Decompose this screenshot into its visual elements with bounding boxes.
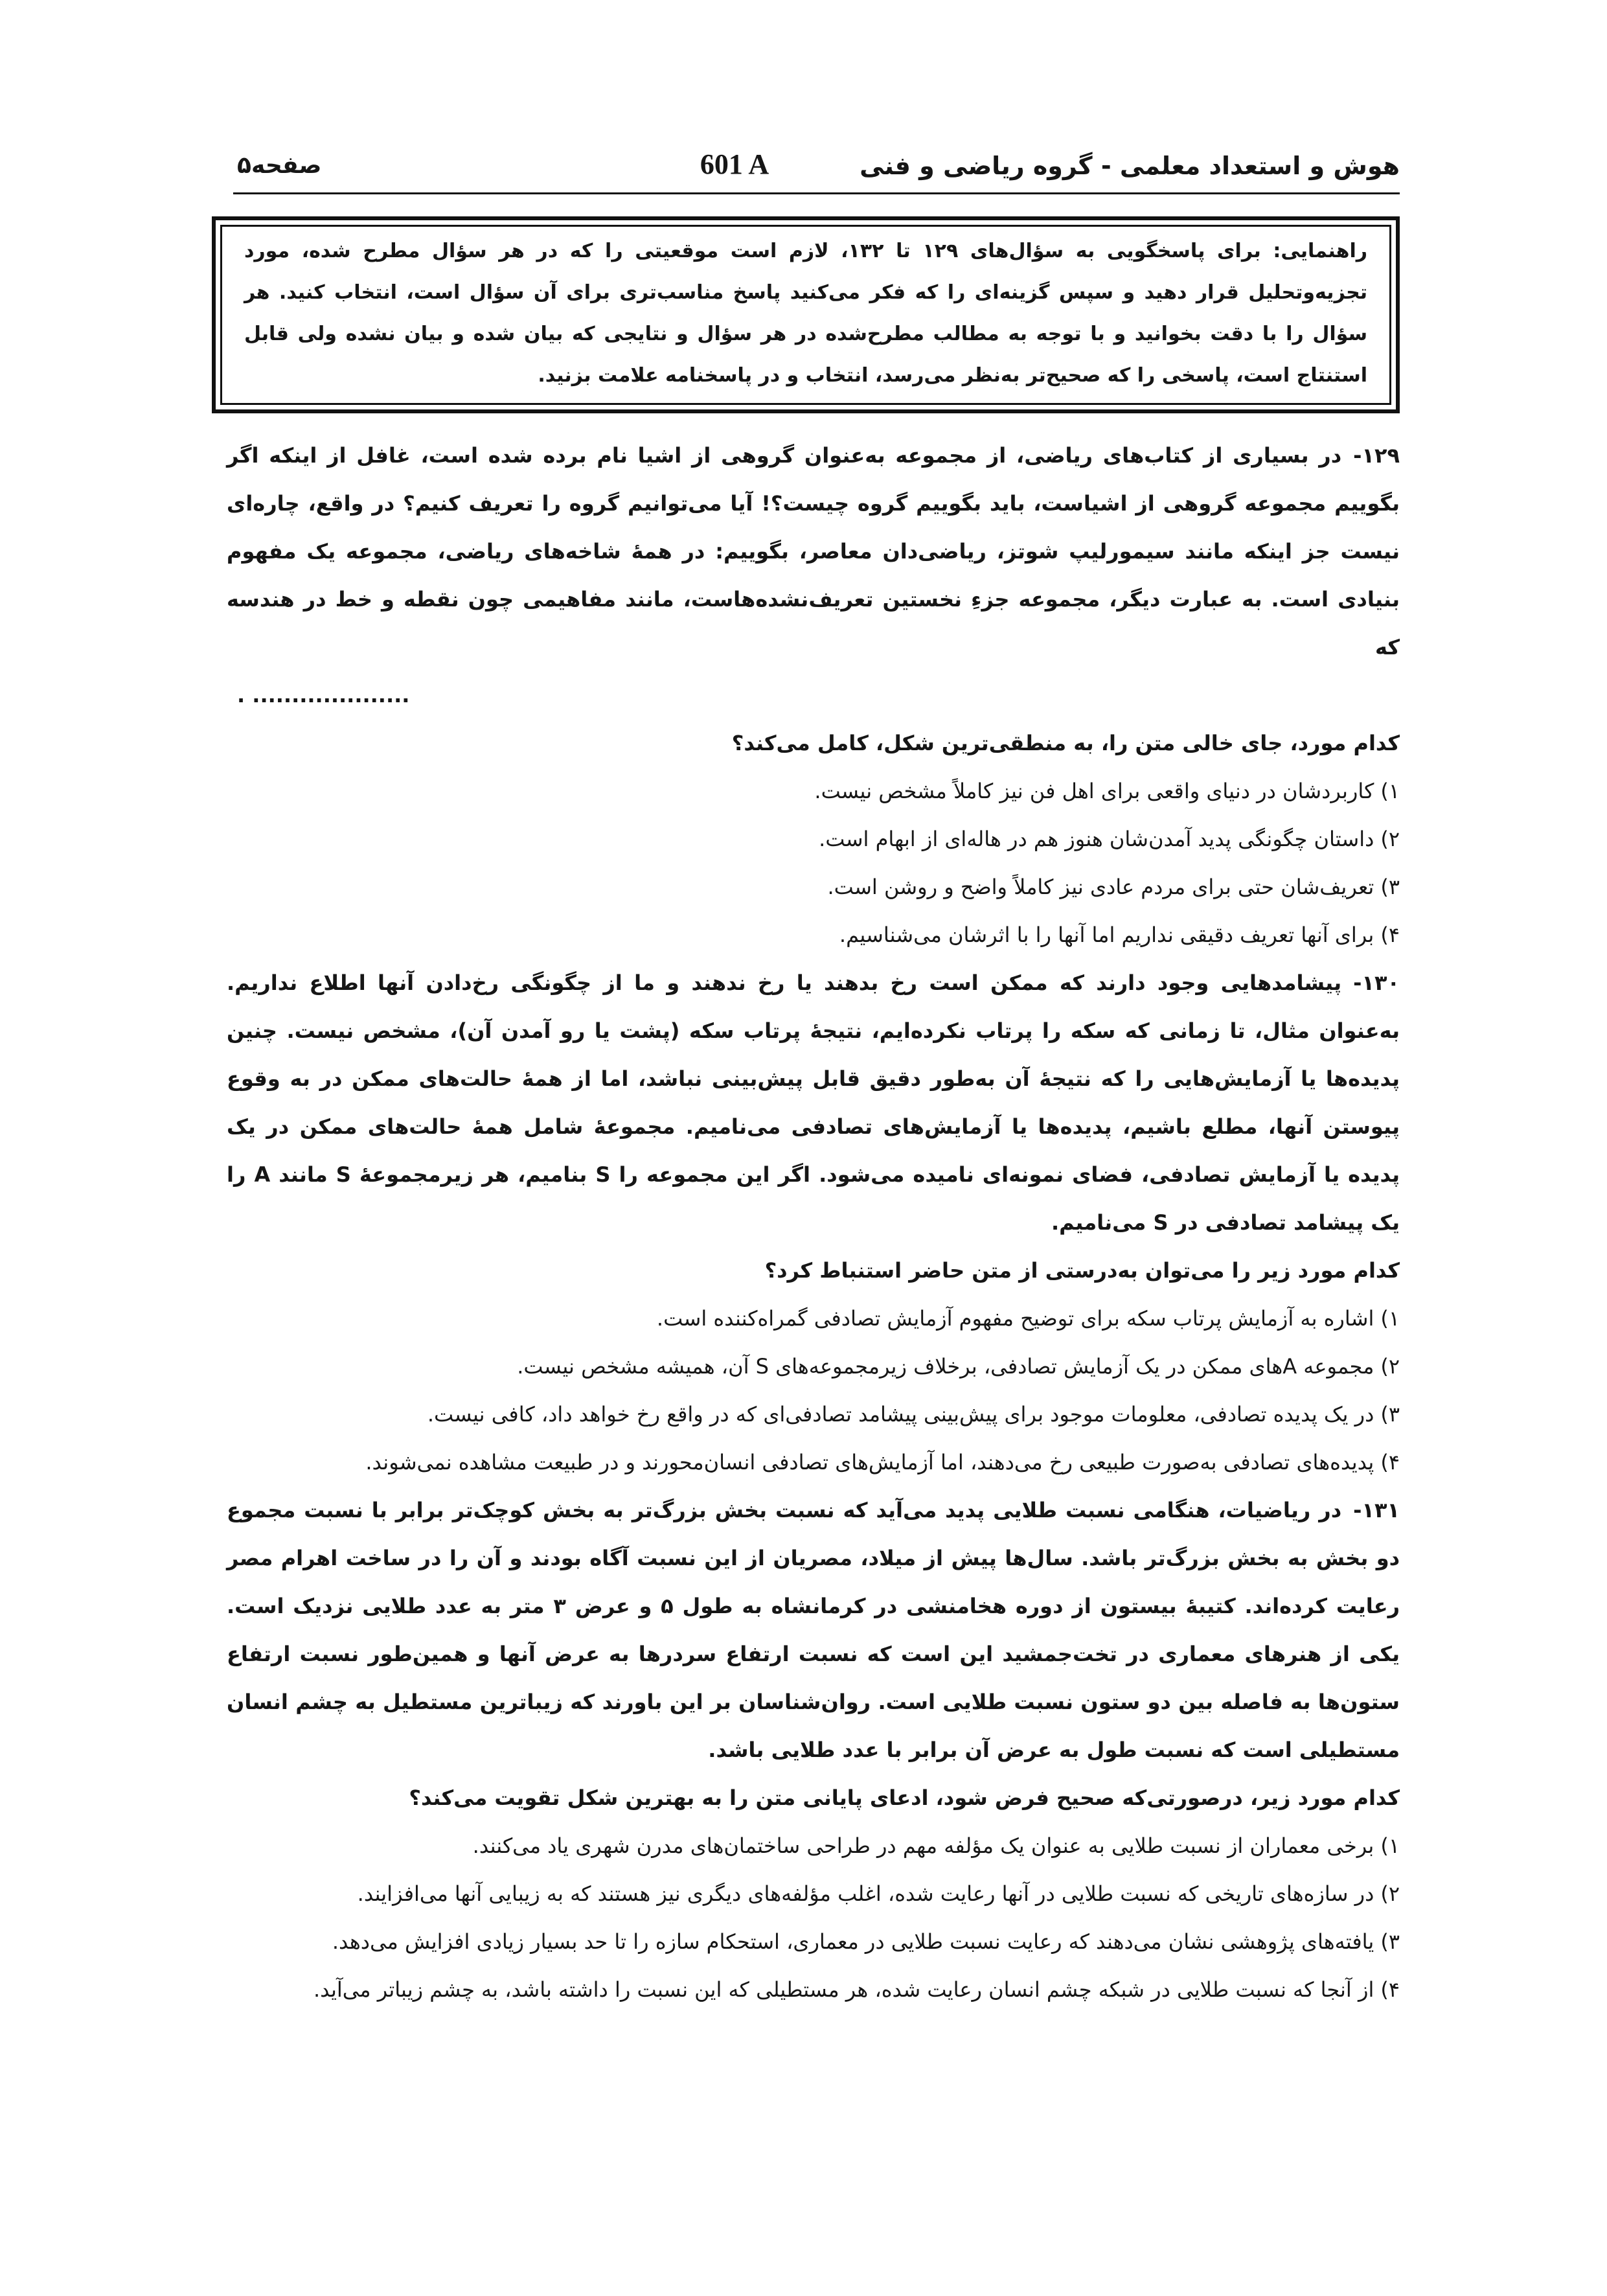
header-title: هوش و استعداد معلمی - گروه ریاضی و فنی bbox=[860, 152, 1400, 180]
question-129 bbox=[227, 431, 1400, 959]
option-text: از آنجا که نسبت طلایی در شبکه چشم انسان رعایت شده، هر مستطیلی که این نسبت را داشته باشد، به چشم زیباتر می‌آید. bbox=[313, 1977, 1374, 2002]
option-text: داستان چگونگی پدید آمدن‌شان هنوز هم در هاله‌ای از ابهام است. bbox=[819, 827, 1374, 851]
option-text: کاربردشان در دنیای واقعی برای اهل فن نیز کاملاً مشخص نیست. bbox=[814, 779, 1374, 803]
option-number: ۴) bbox=[1380, 1977, 1400, 2002]
option-1 bbox=[227, 1294, 1400, 1342]
question-number: ۱۲۹- bbox=[1353, 443, 1400, 468]
option-number: ۲) bbox=[1380, 1354, 1400, 1379]
option-4 bbox=[227, 1438, 1400, 1486]
questions-list bbox=[227, 431, 1400, 2014]
option-text: مجموعه Aهای ممکن در یک آزمایش تصادفی، برخلاف زیرمجموعه‌های S آن، همیشه مشخص نیست. bbox=[517, 1354, 1374, 1379]
option-1 bbox=[227, 767, 1400, 815]
option-text: یافته‌های پژوهشی نشان می‌دهند که رعایت نسبت طلایی در معماری، استحکام سازه را تا حد بسیار زیادی افزایش می‌دهد. bbox=[332, 1929, 1374, 1954]
option-number: ۱) bbox=[1380, 1306, 1400, 1331]
instructions-text: راهنمایی: برای پاسخگویی به سؤال‌های ۱۲۹ تا ۱۳۲، لازم است موقعیتی را که در هر سؤال مطرح شده، مورد تجزیه‌وتحلیل قرار دهید و سپس گزینه‌ای را که فکر می‌کنید پاسخ مناسب‌تری برای آن سؤال است، انتخاب کنید. هر سؤال را با دقت بخوانید و با توجه به مطالب مطرح‌شده در هر سؤال و نتایجی که بیان شده و بیان نشده ولی قابل استنتاج است، پاسخی را که صحیح‌تر به‌نظر می‌رسد، انتخاب و در پاسخنامه علامت بزنید. bbox=[244, 240, 1367, 387]
question-prompt: کدام مورد زیر، درصورتی‌که صحیح فرض شود، ادعای پایانی متن را به بهترین شکل تقویت می‌کند؟ bbox=[409, 1785, 1400, 1810]
option-number: ۱) bbox=[1380, 1833, 1400, 1858]
option-2 bbox=[227, 815, 1400, 863]
option-number: ۴) bbox=[1380, 923, 1400, 947]
option-1 bbox=[227, 1822, 1400, 1870]
question-text: در بسیاری از کتاب‌های ریاضی، از مجموعه به‌عنوان گروهی از اشیا نام برده شده است، غافل از اینکه اگر بگوییم مجموعه گروهی از اشیاست، باید بگوییم گروه چیست؟! آیا می‌توانیم گروه را تعریف کنیم؟ در واقع، چاره‌ای نیست جز اینکه مانند سیمورلیپ شوتز، ریاضی‌دان معاصر، بگوییم: در همهٔ شاخه‌های ریاضی، مجموعه یک مفهوم بنیادی است. به عبارت دیگر، مجموعه جزءِ نخستین تعریف‌نشده‌هاست، مانند مفاهیمی چون نقطه و خط در هندسه که bbox=[227, 443, 1400, 660]
question-text: پیشامدهایی وجود دارند که ممکن است رخ بدهند یا رخ ندهند و ما از چگونگی رخ‌دادن آنها اطلاع نداریم. به‌عنوان مثال، تا زمانی که سکه را پرتاب نکرده‌ایم، نتیجهٔ پرتاب سکه (پشت یا رو آمدن آن)، مشخص نیست. چنین پدیده‌ها یا آزمایش‌هایی را که نتیجهٔ آن به‌طور دقیق قابل پیش‌بینی نباشد، اما از همهٔ حالت‌های ممکن در به وقوع پیوستن آنها، مطلع باشیم، پدیده‌ها یا آزمایش‌های تصادفی می‌نامیم. مجموعهٔ شامل همهٔ حالت‌های ممکن در یک پدیده یا آزمایش تصادفی، فضای نمونه‌ای نامیده می‌شود. اگر این مجموعه را S بنامیم، هر زیرمجموعهٔ S مانند A را یک پیشامد تصادفی در S می‌نامیم. bbox=[227, 970, 1400, 1235]
option-number: ۳) bbox=[1380, 1929, 1400, 1954]
page-number: صفحه۵ bbox=[237, 152, 322, 179]
option-text: برخی معماران از نسبت طلایی به عنوان یک مؤلفه مهم در طراحی ساختمان‌های مدرن شهری یاد می‌کنند. bbox=[472, 1833, 1374, 1858]
question-number: ۱۳۱- bbox=[1353, 1498, 1400, 1522]
instructions-box bbox=[212, 216, 1400, 413]
question-prompt: کدام مورد، جای خالی متن را، به منطقی‌ترین شکل، کامل می‌کند؟ bbox=[731, 731, 1400, 755]
option-text: در یک پدیده تصادفی، معلومات موجود برای پیش‌بینی پیشامد تصادفی‌ای که در واقع رخ خواهد داد، کافی نیست. bbox=[427, 1402, 1374, 1427]
main-content bbox=[212, 216, 1400, 2014]
booklet-code: 601 A bbox=[700, 148, 769, 180]
option-text: در سازه‌های تاریخی که نسبت طلایی در آنها رعایت شده، اغلب مؤلفه‌های دیگری نیز هستند که به زیبایی آنها می‌افزایند. bbox=[357, 1881, 1374, 1906]
question-131 bbox=[227, 1486, 1400, 2014]
option-4 bbox=[227, 1966, 1400, 2014]
option-text: پدیده‌های تصادفی به‌صورت طبیعی رخ می‌دهند، اما آزمایش‌های تصادفی انسان‌محورند و در طبیعت مشاهده نمی‌شوند. bbox=[365, 1450, 1374, 1475]
option-number: ۲) bbox=[1380, 827, 1400, 851]
question-text: در ریاضیات، هنگامی نسبت طلایی پدید می‌آید که نسبت بخش بزرگ‌تر به بخش کوچک‌تر برابر با نسبت مجموع دو بخش به بخش بزرگ‌تر باشد. سال‌ها پیش از میلاد، مصریان از این نسبت آگاه بودند و آن را در ساخت اهرام مصر رعایت کرده‌اند. کتیبهٔ بیستون از دوره هخامنشی در کرمانشاه به طول ۵ و عرض ۳ متر به عدد طلایی نزدیک است. یکی از هنرهای معماری در تخت‌جمشید این است که نسبت ارتفاع سردرها به عرض آنها و همین‌طور نسبت ارتفاع ستون‌ها به فاصله بین دو ستون نسبت طلایی است. روان‌شناسان بر این باورند که زیباترین مستطیل به چشم انسان مستطیلی است که نسبت طول به عرض آن برابر با عدد طلایی باشد. bbox=[227, 1498, 1400, 1762]
option-text: اشاره به آزمایش پرتاب سکه برای توضیح مفهوم آزمایش تصادفی گمراه‌کننده است. bbox=[656, 1306, 1374, 1331]
question-stem bbox=[227, 431, 1400, 671]
option-text: برای آنها تعریف دقیقی نداریم اما آنها را با اثرشان می‌شناسیم. bbox=[839, 923, 1374, 947]
option-text: تعریف‌شان حتی برای مردم عادی نیز کاملاً واضح و روشن است. bbox=[827, 875, 1374, 899]
question-prompt: کدام مورد زیر را می‌توان به‌درستی از متن حاضر استنباط کرد؟ bbox=[764, 1258, 1400, 1283]
option-number: ۳) bbox=[1380, 1402, 1400, 1427]
option-number: ۱) bbox=[1380, 779, 1400, 803]
instructions-frame bbox=[220, 225, 1391, 405]
question-stem bbox=[227, 1486, 1400, 1774]
option-number: ۳) bbox=[1380, 875, 1400, 899]
page-header bbox=[233, 146, 1400, 194]
question-stem bbox=[227, 959, 1400, 1246]
option-number: ۲) bbox=[1380, 1881, 1400, 1906]
option-3 bbox=[227, 863, 1400, 911]
option-3 bbox=[227, 1918, 1400, 1966]
option-3 bbox=[227, 1390, 1400, 1438]
fill-in-blank: . .................... bbox=[237, 683, 410, 707]
option-2 bbox=[227, 1870, 1400, 1918]
question-130 bbox=[227, 959, 1400, 1486]
question-number: ۱۳۰- bbox=[1353, 970, 1400, 995]
option-number: ۴) bbox=[1380, 1450, 1400, 1475]
option-2 bbox=[227, 1342, 1400, 1390]
option-4 bbox=[227, 911, 1400, 959]
